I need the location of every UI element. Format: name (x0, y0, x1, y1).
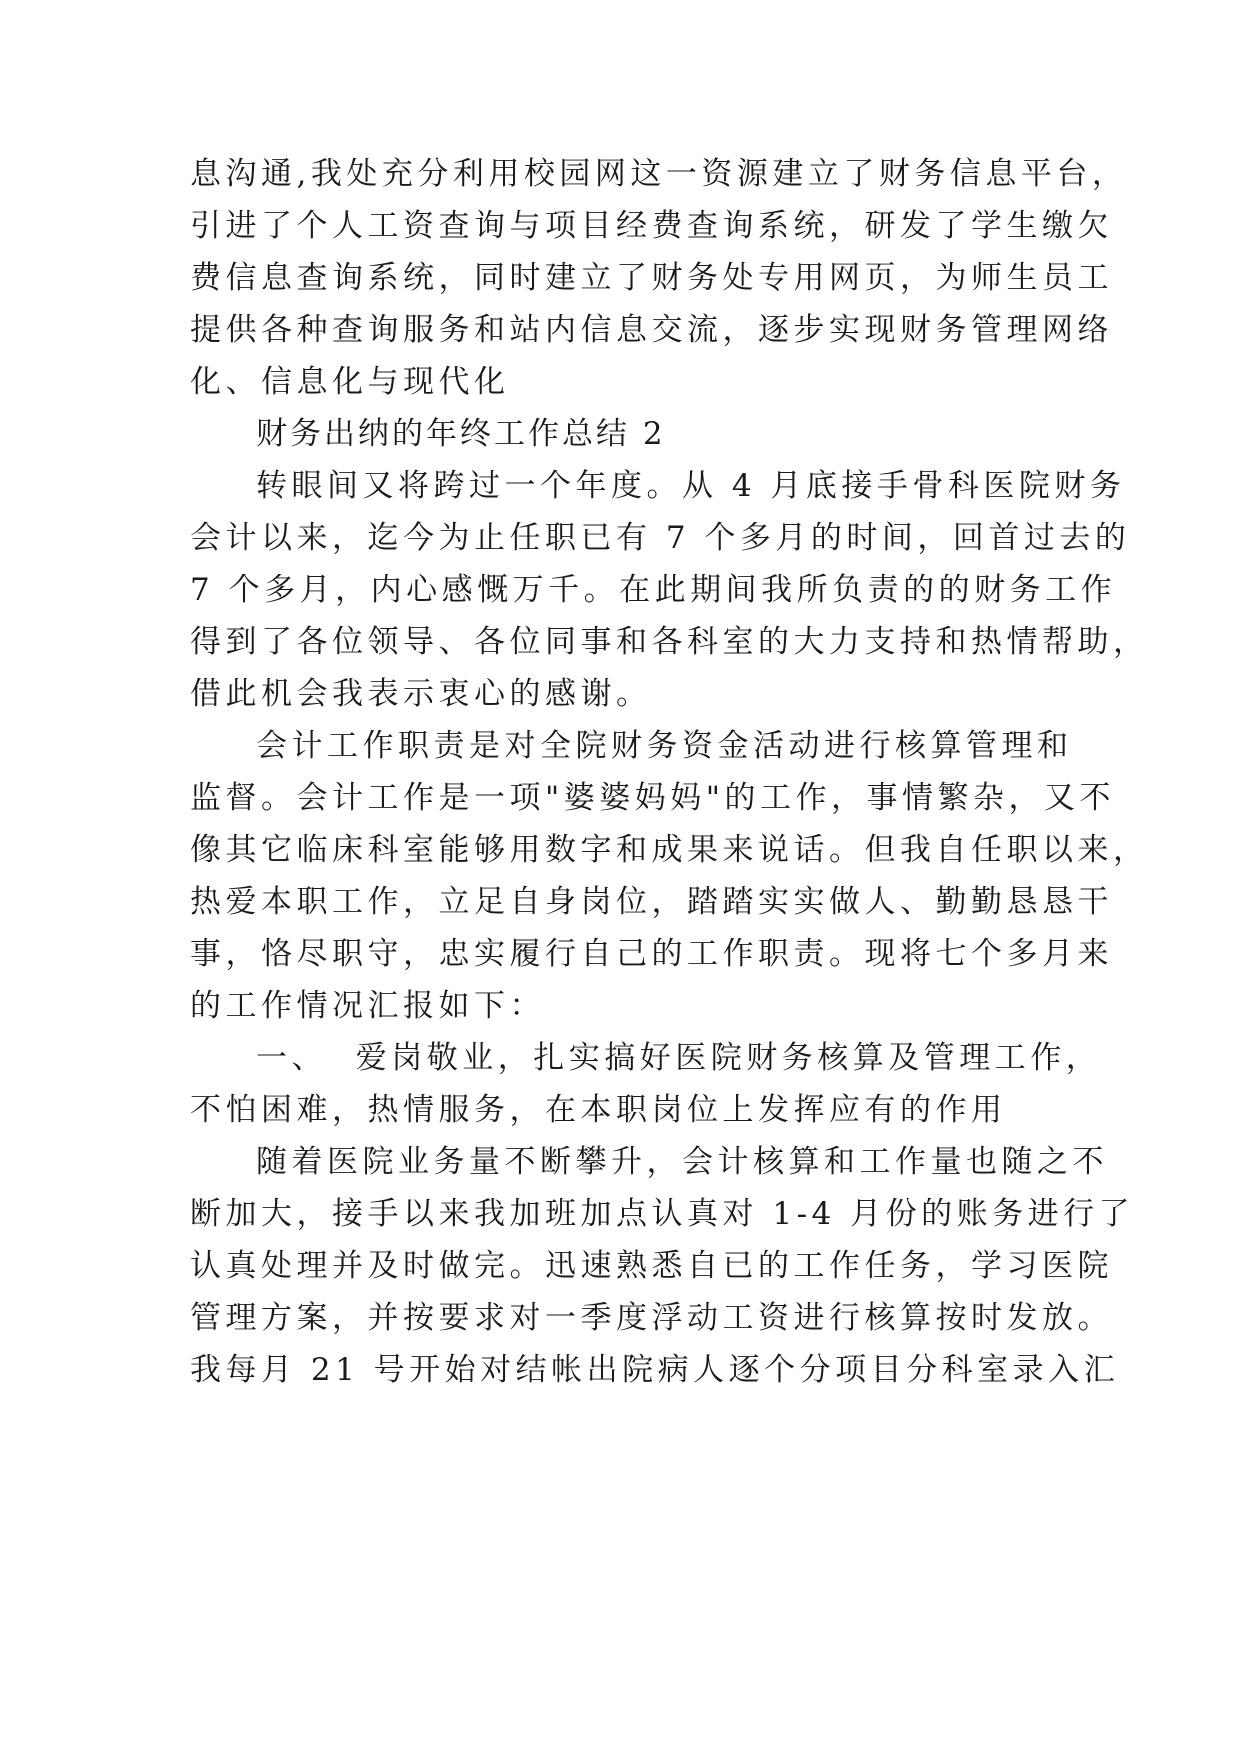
paragraph-line: 借此机会我表示衷心的感谢。 (190, 676, 652, 712)
paragraph-line: 监督。会计工作是一项"婆婆妈妈"的工作，事情繁杂，又不 (190, 780, 1116, 816)
paragraph-line: 息沟通,我处充分利用校园网这一资源建立了财务信息平台， (190, 156, 1128, 192)
paragraph-line: 费信息查询系统，同时建立了财务处专用网页，为师生员工 (190, 260, 1113, 296)
section-heading: 财务出纳的年终工作总结 2 (256, 416, 666, 452)
paragraph-line: 转眼间又将跨过一个年度。从 4 月底接手骨科医院财务 (256, 468, 1126, 504)
paragraph-line: 会计工作职责是对全院财务资金活动进行核算管理和 (256, 728, 1073, 764)
list-item-heading: 一、 爱岗敬业，扎实搞好医院财务核算及管理工作， (256, 1040, 1102, 1076)
paragraph-line: 引进了个人工资查询与项目经费查询系统，研发了学生缴欠 (190, 208, 1113, 244)
paragraph-line: 的工作情况汇报如下： (190, 988, 545, 1024)
paragraph-line: 像其它临床科室能够用数字和成果来说话。但我自任职以来， (190, 832, 1149, 868)
paragraph-line: 不怕困难，热情服务，在本职岗位上发挥应有的作用 (190, 1092, 1007, 1128)
paragraph-line: 随着医院业务量不断攀升，会计核算和工作量也随之不 (256, 1144, 1108, 1180)
paragraph-line: 断加大，接手以来我加班加点认真对 1-4 月份的账务进行了 (190, 1196, 1135, 1232)
paragraph-line: 管理方案，并按要求对一季度浮动工资进行核算按时发放。 (190, 1300, 1113, 1336)
paragraph-line: 事，恪尽职守，忠实履行自己的工作职责。现将七个多月来 (190, 936, 1113, 972)
paragraph-line: 化、信息化与现代化 (190, 364, 510, 400)
paragraph-line: 会计以来，迄今为止任职已有 7 个多月的时间，回首过去的 (190, 520, 1131, 556)
paragraph-line: 7 个多月，内心感慨万千。在此期间我所负责的的财务工作 (190, 572, 1117, 608)
paragraph-line: 提供各种查询服务和站内信息交流，逐步实现财务管理网络 (190, 312, 1113, 348)
paragraph-line: 热爱本职工作，立足自身岗位，踏踏实实做人、勤勤恳恳干 (190, 884, 1113, 920)
paragraph-line: 认真处理并及时做完。迅速熟悉自已的工作任务，学习医院 (190, 1248, 1113, 1284)
paragraph-line: 得到了各位领导、各位同事和各科室的大力支持和热情帮助， (190, 624, 1149, 660)
paragraph-line: 我每月 21 号开始对结帐出院病人逐个分项目分科室录入汇 (190, 1352, 1120, 1388)
